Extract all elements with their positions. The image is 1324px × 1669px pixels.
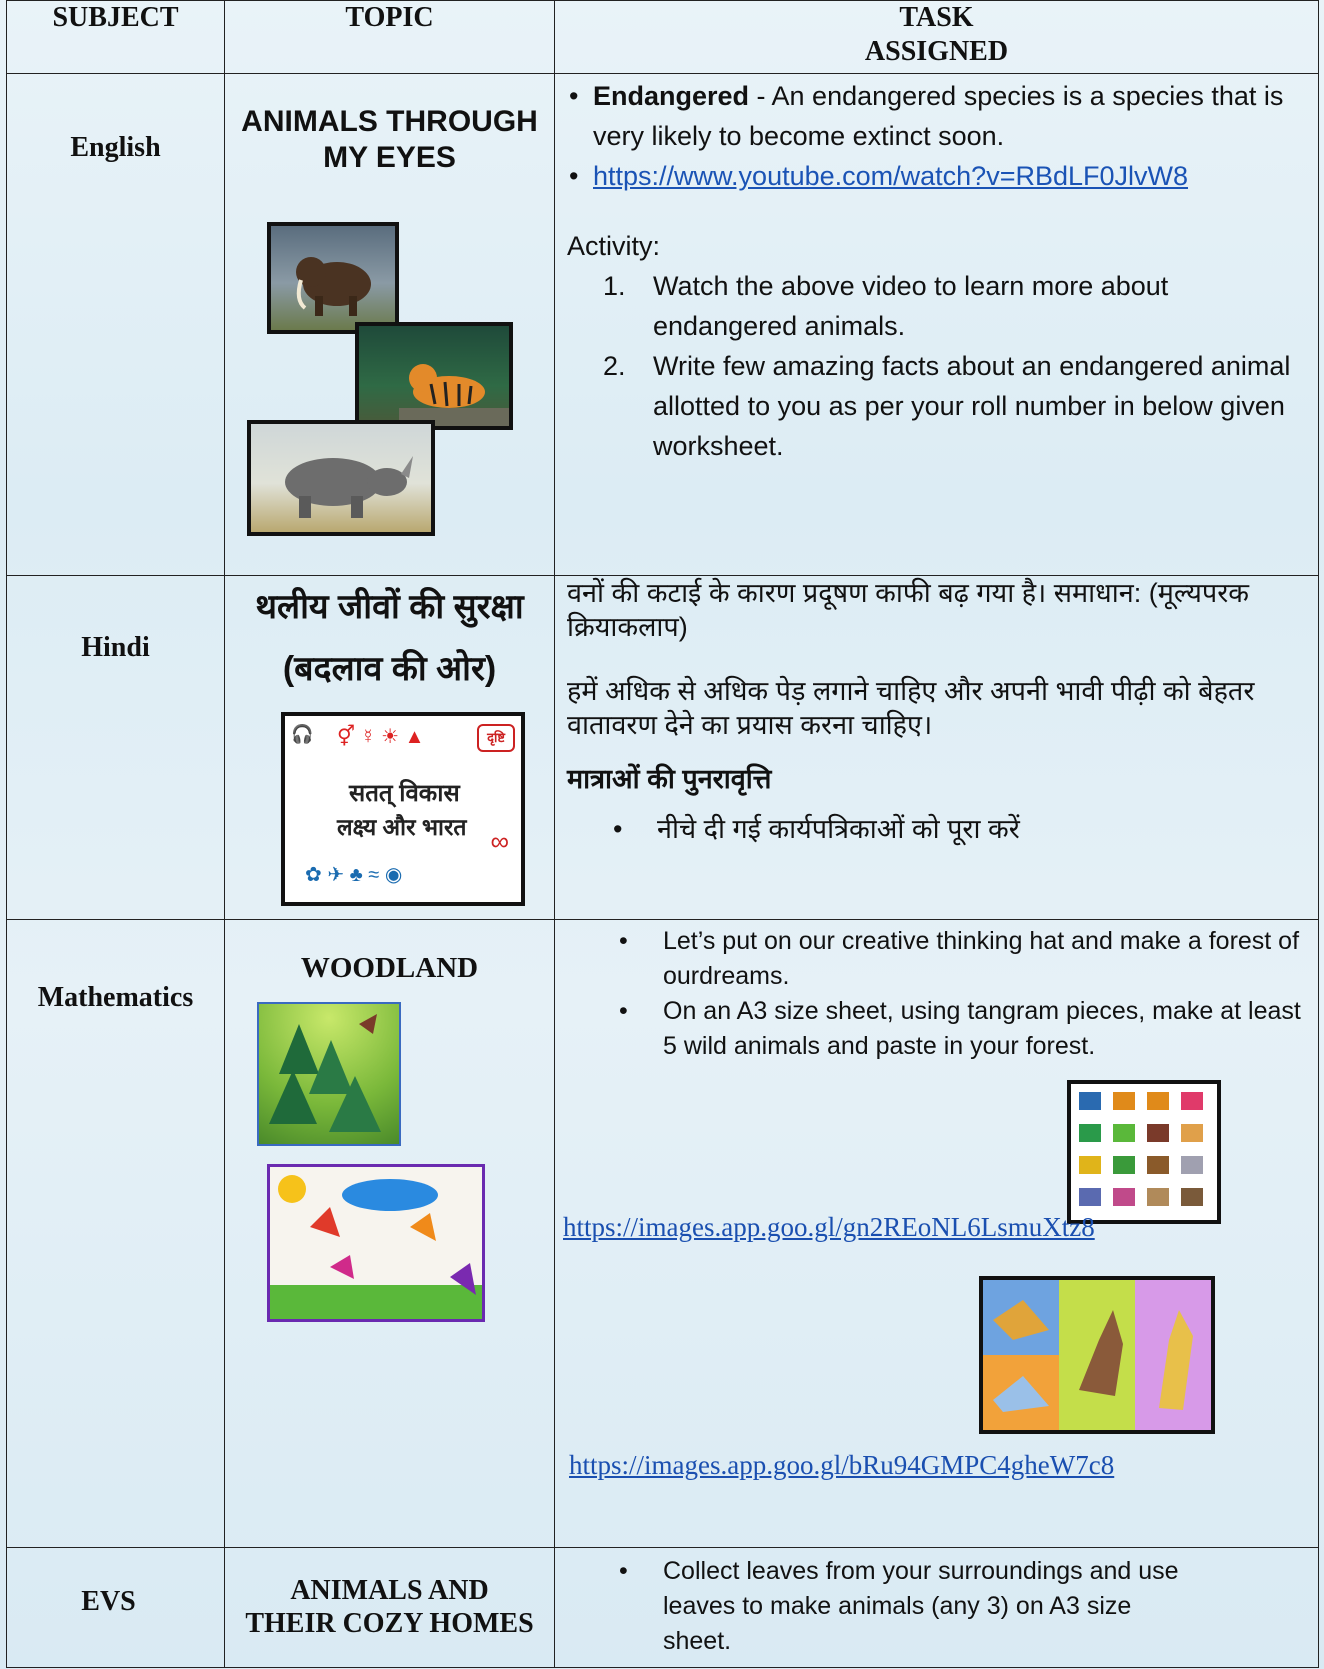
topic-mathematics bbox=[225, 920, 555, 1548]
english-bullet-link bbox=[567, 156, 1306, 196]
tangram-link-2[interactable]: https://images.app.goo.gl/bRu94GMPC4gheW7c8 bbox=[569, 1450, 1115, 1480]
row-evs bbox=[7, 1548, 1319, 1668]
activity-number-1: 1. bbox=[603, 271, 626, 301]
assignment-table bbox=[6, 0, 1319, 1668]
subject-hindi-label: Hindi bbox=[81, 632, 150, 663]
subject-mathematics-label: Mathematics bbox=[37, 982, 194, 1013]
headphones-icon: 🎧 bbox=[291, 724, 314, 744]
header-topic bbox=[225, 1, 555, 74]
task-english bbox=[555, 74, 1319, 576]
header-task bbox=[555, 1, 1319, 74]
hindi-heading: मात्राओं की पुनरावृत्ति bbox=[567, 764, 772, 794]
tangram-link-1[interactable]: https://images.app.goo.gl/gn2REoNL6LsmuXtz8 bbox=[563, 1212, 1095, 1242]
hindi-para-1: वनों की कटाई के कारण प्रदूषण काफी बढ़ गया है। समाधान: (मूल्यपरक क्रियाकलाप) bbox=[567, 578, 1249, 642]
hindi-bullet-text: नीचे दी गई कार्यपत्रिकाओं को पूरा करें bbox=[657, 814, 1020, 844]
topic-mathematics-title: WOODLAND bbox=[300, 952, 479, 984]
topic-evs bbox=[225, 1548, 555, 1668]
hindi-bullet bbox=[567, 812, 1306, 846]
header-task-line2: ASSIGNED bbox=[864, 36, 1009, 67]
topic-english bbox=[225, 74, 555, 576]
row-english bbox=[7, 74, 1319, 576]
hindi-para-2: हमें अधिक से अधिक पेड़ लगाने चाहिए और अपनी भावी पीढ़ी को बेहतर वातावरण देने का प्रयास करना चाहिए। bbox=[567, 676, 1255, 740]
subject-evs bbox=[7, 1548, 225, 1668]
sdg-bottom-icons: ✿ ✈ ♣ ≈ ◉ bbox=[305, 864, 403, 886]
subject-english-label: English bbox=[70, 132, 161, 163]
header-topic-label: TOPIC bbox=[345, 2, 434, 33]
infinity-icon: ∞ bbox=[490, 826, 509, 856]
bullet-dot: • bbox=[613, 814, 623, 844]
bullet-dot: • bbox=[569, 161, 579, 191]
bullet-dot: • bbox=[619, 927, 628, 955]
tangram-animals-image bbox=[267, 1164, 485, 1322]
bullet-dot: • bbox=[619, 1557, 628, 1585]
tangram-animal-grid-image bbox=[1067, 1080, 1221, 1224]
activity-label: Activity: bbox=[567, 231, 661, 261]
topic-hindi-line2: (बदलाव की ओर) bbox=[282, 650, 497, 688]
topic-english-title: ANIMALS THROUGH MY EYES bbox=[241, 105, 538, 174]
bullet-dot: • bbox=[569, 81, 579, 111]
mammoth-image bbox=[267, 222, 399, 334]
tiger-image bbox=[355, 322, 513, 430]
endangered-definition: - An endangered species is a species that is very likely to become extinct soon. bbox=[593, 81, 1284, 151]
math-bullet-2-text: On an A3 size sheet, using tangram pieces, make at least 5 wild animals and paste in your forest. bbox=[663, 997, 1301, 1060]
evs-bullet bbox=[567, 1554, 1306, 1659]
subject-mathematics bbox=[7, 920, 225, 1548]
sdg-icons-row: ⚥ ☿ ☀ ▲ bbox=[337, 726, 425, 748]
topic-evs-line1: ANIMALS AND bbox=[290, 1575, 489, 1606]
drishti-badge: दृष्टि bbox=[477, 724, 515, 752]
rhino-image bbox=[247, 420, 435, 536]
task-hindi bbox=[555, 576, 1319, 920]
topic-hindi bbox=[225, 576, 555, 920]
activity-item-1: 1. Watch the above video to learn more about endangered animals. bbox=[567, 266, 1306, 346]
english-bullet-endangered bbox=[567, 76, 1306, 156]
activity-number-2: 2. bbox=[603, 351, 626, 381]
activity-item-2: 2. Write few amazing facts about an endangered animal allotted to you as per your roll number in below given worksheet. bbox=[567, 346, 1306, 466]
header-subject bbox=[7, 1, 225, 74]
tangram-forest-image bbox=[257, 1002, 401, 1146]
subject-english bbox=[7, 74, 225, 576]
task-mathematics bbox=[555, 920, 1319, 1548]
poster-title-line2: लक्ष्य और भारत bbox=[337, 814, 467, 840]
worksheet-table-container bbox=[6, 0, 1318, 1669]
task-evs bbox=[555, 1548, 1319, 1668]
topic-hindi-line1: थलीय जीवों की सुरक्षा bbox=[255, 588, 524, 626]
evs-bullet-text: Collect leaves from your surroundings and use leaves to make animals (any 3) on A3 size sheet. bbox=[663, 1557, 1179, 1655]
subject-evs-label: EVS bbox=[81, 1586, 136, 1617]
youtube-link[interactable]: https://www.youtube.com/watch?v=RBdLF0JlvW8 bbox=[593, 161, 1189, 191]
sdg-poster-image bbox=[281, 712, 525, 906]
header-row bbox=[7, 1, 1319, 74]
math-bullet-2 bbox=[567, 994, 1306, 1064]
row-mathematics bbox=[7, 920, 1319, 1548]
row-hindi bbox=[7, 576, 1319, 920]
subject-hindi bbox=[7, 576, 225, 920]
origami-animals-image bbox=[979, 1276, 1215, 1434]
math-bullet-1 bbox=[567, 924, 1306, 994]
header-subject-label: SUBJECT bbox=[52, 2, 179, 33]
poster-title-line1: सतत् विकास bbox=[349, 780, 460, 807]
endangered-term: Endangered bbox=[593, 81, 750, 111]
topic-evs-line2: THEIR COZY HOMES bbox=[245, 1608, 534, 1639]
bullet-dot: • bbox=[619, 997, 628, 1025]
header-task-line1: TASK bbox=[899, 2, 974, 33]
math-bullet-1-text: Let’s put on our creative thinking hat and make a forest of ourdreams. bbox=[663, 927, 1300, 990]
